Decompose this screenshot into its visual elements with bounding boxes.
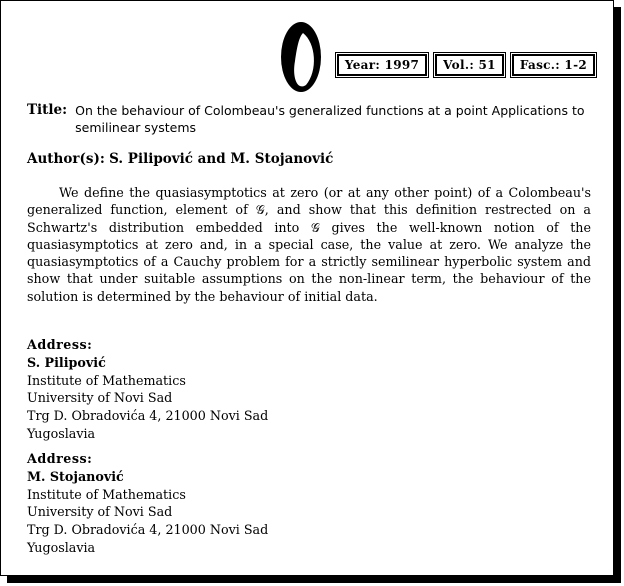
authors-label: Author(s): bbox=[27, 151, 105, 167]
address-line: University of Novi Sad bbox=[27, 390, 173, 406]
address-line: Trg D. Obradovića 4, 21000 Novi Sad bbox=[27, 522, 269, 538]
address-block-1 bbox=[27, 336, 268, 443]
address-line: Yugoslavia bbox=[27, 539, 96, 555]
address-label: Address: bbox=[27, 337, 93, 352]
fascicle-badge: Fasc.: 1-2 bbox=[512, 54, 595, 76]
address-line: University of Novi Sad bbox=[27, 504, 173, 520]
address-name: M. Stojanović bbox=[27, 468, 124, 484]
address-label: Address: bbox=[27, 451, 93, 466]
address-block-2 bbox=[27, 450, 268, 557]
authors-section bbox=[27, 151, 333, 167]
title-section bbox=[27, 102, 597, 136]
journal-logo-icon bbox=[280, 21, 322, 93]
year-badge: Year: 1997 bbox=[337, 54, 427, 76]
address-name: S. Pilipović bbox=[27, 354, 106, 370]
title-label: Title: bbox=[27, 102, 68, 118]
abstract: We define the quasiasymptotics at zero (or at any other point) of a Colombeau's generalized function, element of 𝒢, and show that this definition restrected on a Schwartz's distribution embedded into 𝒢 gives the well-known notion of the quasiasymptotics at zero and, in a special case, the value at zero. We analyze the quasiasymptotics of a Cauchy problem for a strictly semilinear hyperbolic system and show that under suitable assumptions on the non-linear term, the behaviour of the solution is determined by the behaviour of initial data. bbox=[27, 185, 591, 304]
address-line: Institute of Mathematics bbox=[27, 486, 186, 502]
address-line: Institute of Mathematics bbox=[27, 372, 186, 388]
paper-title: On the behaviour of Colombeau's generalized functions at a point Applications to semilinear systems bbox=[75, 103, 585, 135]
address-line: Yugoslavia bbox=[27, 425, 96, 441]
issue-info bbox=[337, 54, 595, 76]
volume-badge: Vol.: 51 bbox=[435, 54, 504, 76]
authors-names: S. Pilipović and M. Stojanović bbox=[109, 151, 334, 167]
address-line: Trg D. Obradovića 4, 21000 Novi Sad bbox=[27, 408, 269, 424]
